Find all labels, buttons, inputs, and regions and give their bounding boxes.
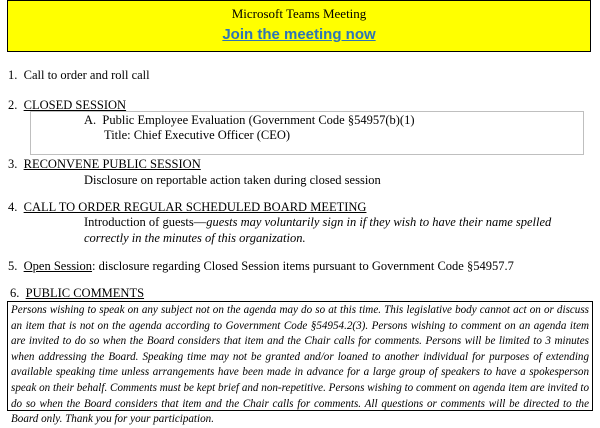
item-number: 6. xyxy=(10,286,20,300)
closed-session-role: Title: Chief Executive Officer (CEO) xyxy=(104,128,291,142)
item-title: RECONVENE PUBLIC SESSION xyxy=(23,157,201,171)
agenda-item-3 xyxy=(8,156,201,172)
item-detail: : disclosure regarding Closed Session items pursuant to Government Code §54957.7 xyxy=(92,259,514,273)
item-title: PUBLIC COMMENTS xyxy=(25,286,145,300)
teams-meeting-banner xyxy=(7,0,591,52)
item-number: 4. xyxy=(8,200,18,214)
item-3-detail: Disclosure on reportable action taken during closed session xyxy=(84,173,381,187)
agenda-item-5 xyxy=(8,258,514,274)
agenda-item-6 xyxy=(10,285,144,301)
item-number: 2. xyxy=(8,98,18,112)
agenda-item-4 xyxy=(8,199,366,215)
item-4-detail xyxy=(84,214,594,246)
agenda-item-1 xyxy=(8,67,150,83)
guests-intro: Introduction of guests— xyxy=(84,215,207,229)
item-number: 1. xyxy=(8,68,18,82)
banner-title: Microsoft Teams Meeting xyxy=(231,6,367,21)
subitem-code: (Government Code §54957(b)(1) xyxy=(248,113,415,127)
guests-note: guests may voluntarily sign in if they wish to have their name spelled correctly in the minutes of this organization. xyxy=(84,215,552,245)
subitem-letter: A. xyxy=(84,113,97,127)
closed-session-subitem xyxy=(84,112,415,128)
public-comments-box: Persons wishing to speak on any subject not on the agenda may do so at this time. This legislative body cannot act on or discuss an item that is not on the agenda according to Government Code §54954.2(3). Persons wishing to comment on an agenda item are invited to do so when the Board considers that item and the Chair calls for comments. Persons will be limited to 3 minutes when addressing the Board. Speaking time may not be granted and/or loaned to another individual for purposes of extending available speaking time unless arrangements have been made in advance for a large group of speakers to have a spokesperson speak on their behalf. Comments must be kept brief and non-repetitive. Persons wishing to comment on agenda item are invited to do so when the Board considers that item and the Chair calls for comments. All questions or comments will be directed to the Board only. Thank you for your participation. xyxy=(7,301,593,411)
item-number: 5. xyxy=(8,259,18,273)
item-title: Open Session xyxy=(23,259,93,273)
item-title: Call to order and roll call xyxy=(23,68,150,82)
subitem-title: Public Employee Evaluation xyxy=(102,113,246,127)
item-number: 3. xyxy=(8,157,18,171)
item-title: CLOSED SESSION xyxy=(23,98,127,112)
item-title: CALL TO ORDER REGULAR SCHEDULED BOARD MEETING xyxy=(23,200,367,214)
join-meeting-link[interactable]: Join the meeting now xyxy=(222,26,376,43)
